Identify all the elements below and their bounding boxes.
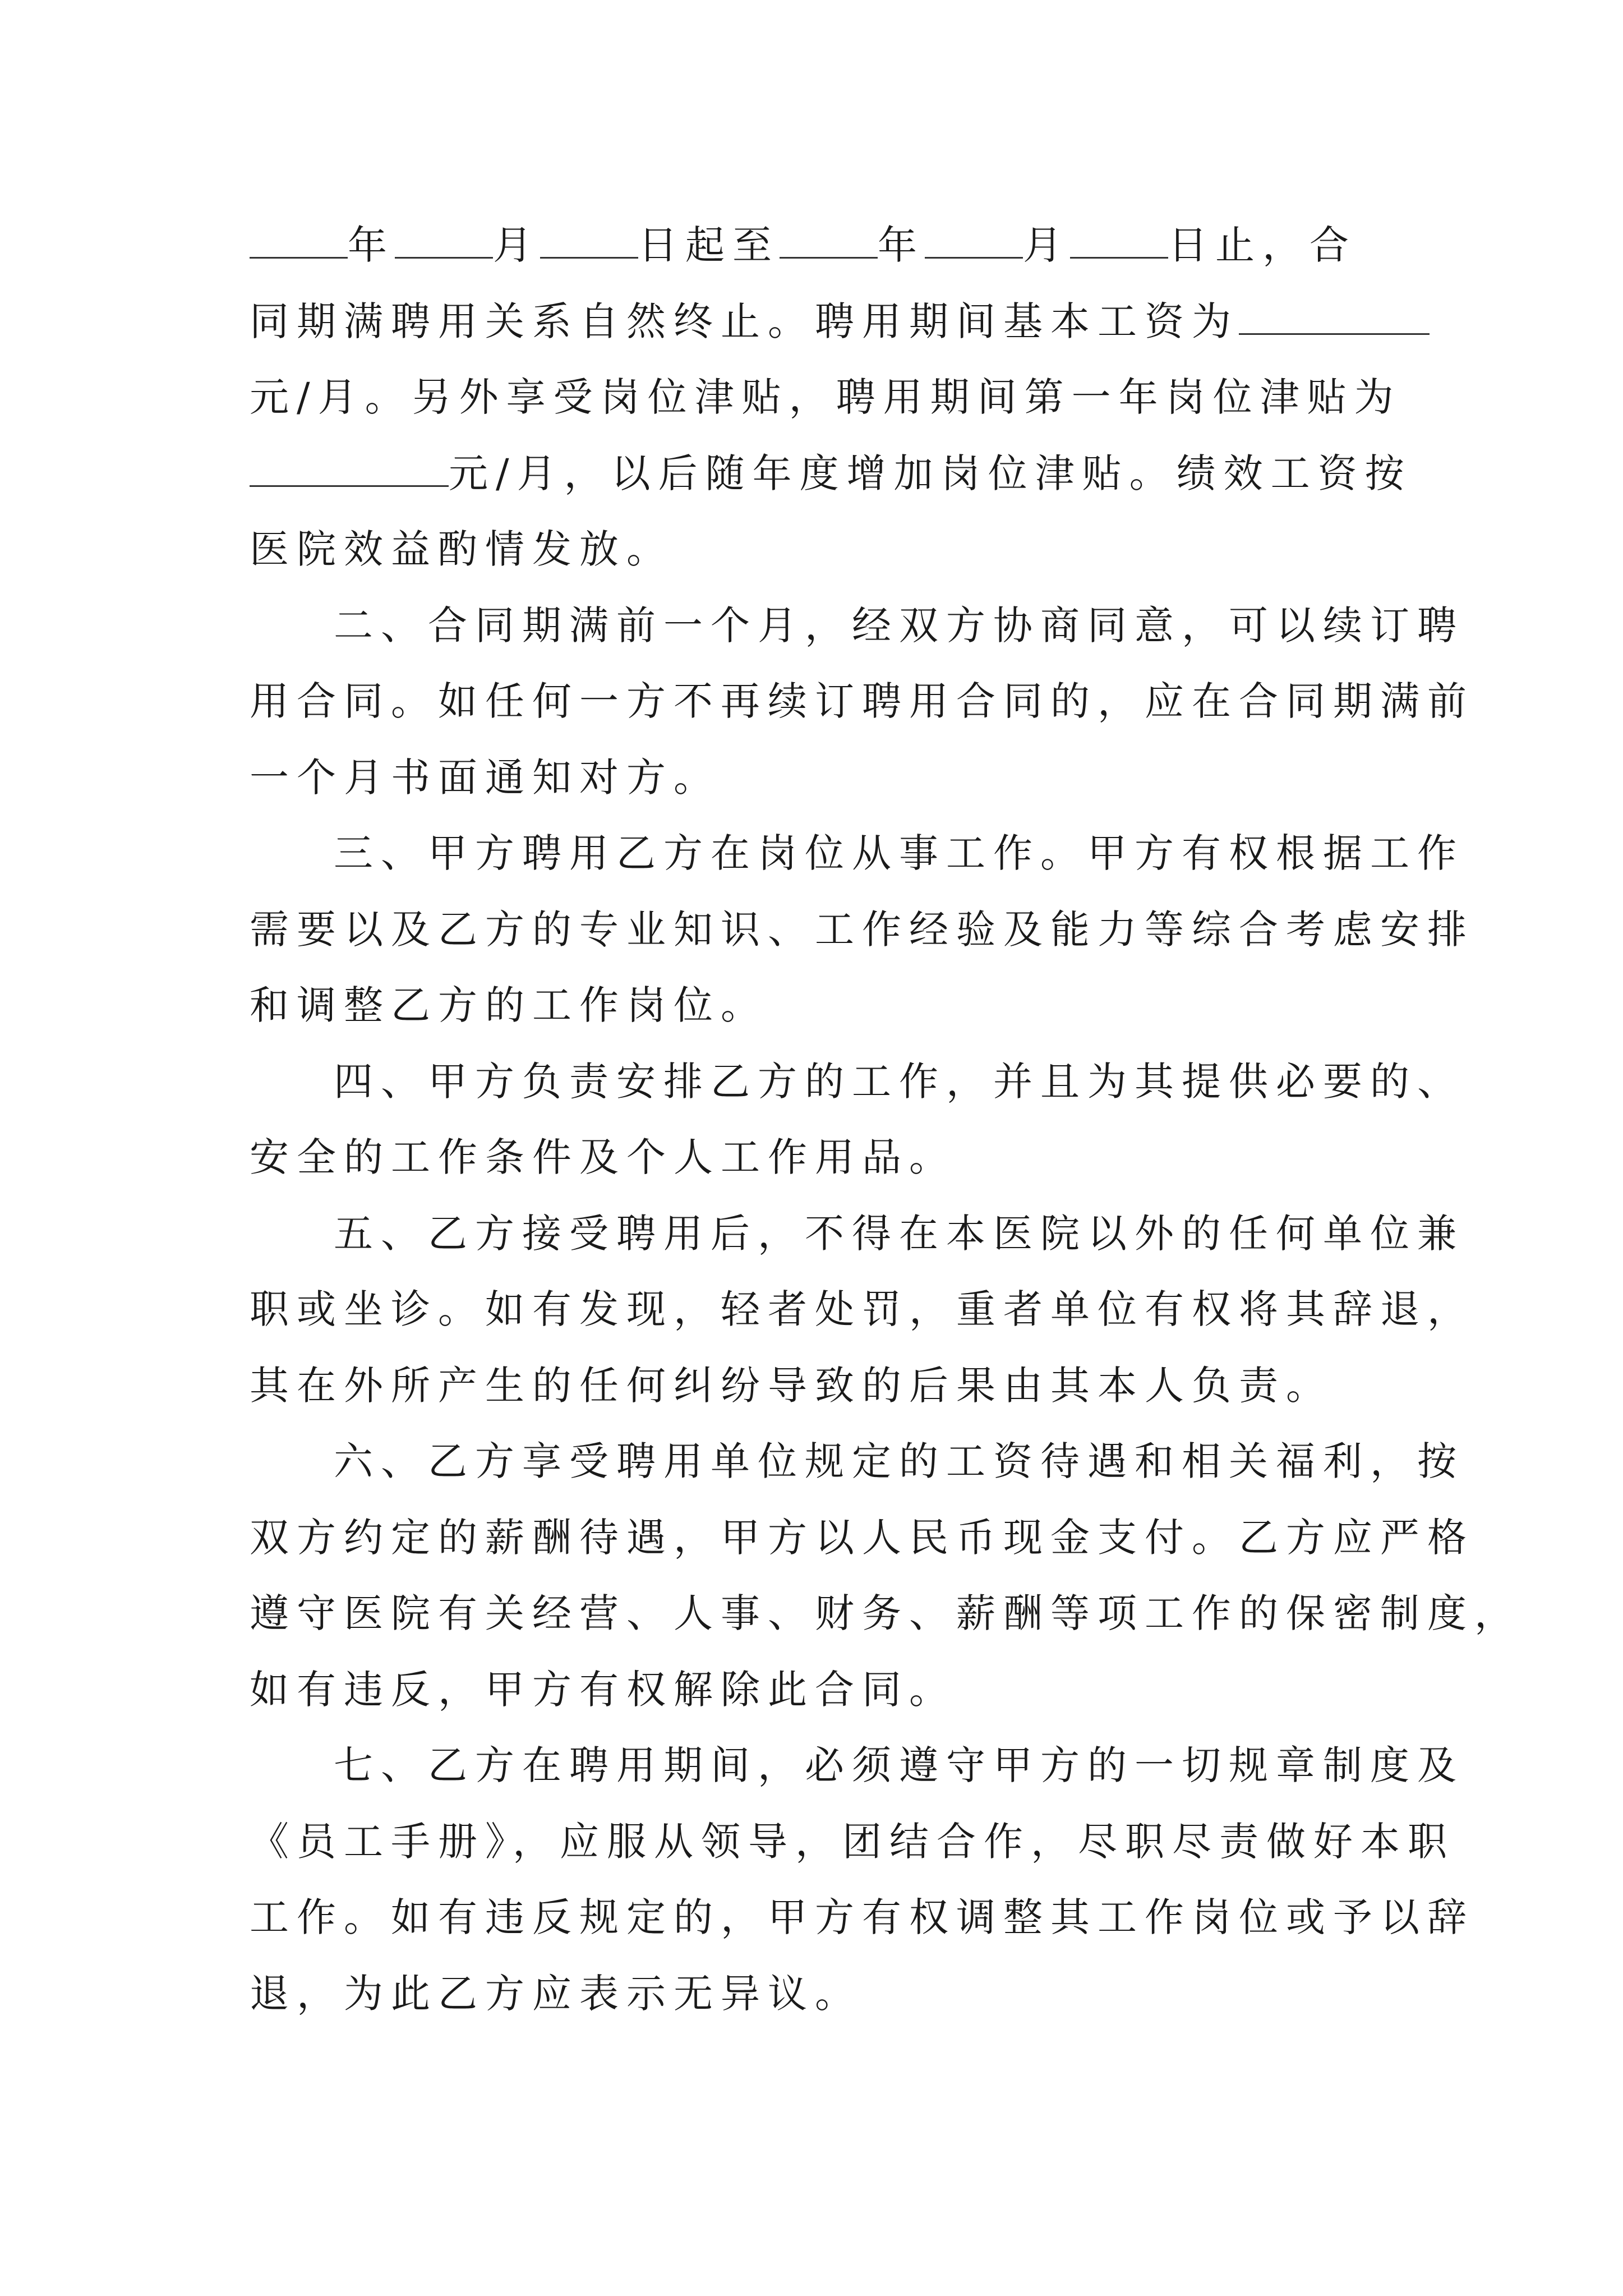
text-segment: 五、乙方接受聘用后，不得在本医院以外的任何单位兼 [334,1210,1464,1257]
paragraph-line [250,1804,1455,1880]
blank-field-end-day [1070,218,1168,259]
text-segment: 和调整乙方的工作岗位。 [250,982,768,1028]
text-segment: 用合同。如任何一方不再续订聘用合同的，应在合同期满前 [250,678,1474,724]
paragraph-line [250,664,1474,740]
text-line [250,360,1401,436]
text-segment: 年 [348,222,395,268]
text-segment: 元/月，以后随年度增加岗位津贴。绩效工资按 [449,450,1412,496]
blank-field-start-month [395,218,493,259]
paragraph-line [250,1272,1474,1348]
text-segment: 元/月。另外享受岗位津贴，聘用期间第一年岗位津贴为 [250,374,1401,420]
text-line [250,208,1394,284]
paragraph-line [250,1424,1464,1500]
text-segment: 遵守医院有关经营、人事、财务、薪酬等项工作的保密制度， [250,1590,1521,1636]
text-segment: 医院效益酌情发放。 [250,526,674,572]
paragraph-line [250,1044,1464,1120]
text-line [250,512,1394,588]
paragraph-line [250,1196,1464,1272]
blank-field-start-day [540,218,638,259]
paragraph-line [250,1652,1394,1728]
text-segment: 双方约定的薪酬待遇，甲方以人民币现金支付。乙方应严格 [250,1514,1474,1561]
paragraph-line [250,892,1474,968]
text-segment: 安全的工作条件及个人工作用品。 [250,1134,956,1180]
contract-body [250,208,1521,2032]
blank-field-allowance [250,446,449,487]
paragraph-line [250,1728,1464,1804]
text-segment: 月 [493,222,540,268]
text-segment: 需要以及乙方的专业知识、工作经验及能力等综合考虑安排 [250,906,1474,953]
paragraph-line [250,1880,1474,1956]
blank-field-base-salary [1239,294,1430,335]
paragraph-line [250,1576,1521,1652]
text-segment: 日起至 [638,222,780,268]
text-segment: 月 [1023,222,1070,268]
text-segment: 七、乙方在聘用期间，必须遵守甲方的一切规章制度及 [334,1742,1464,1788]
text-segment: 六、乙方享受聘用单位规定的工资待遇和相关福利，按 [334,1438,1464,1484]
text-segment: 如有违反，甲方有权解除此合同。 [250,1666,956,1713]
blank-field-end-month [925,218,1023,259]
text-segment: 日止，合 [1168,222,1357,268]
text-line [250,436,1412,512]
text-segment: 一个月书面通知对方。 [250,754,721,800]
paragraph-line [250,1348,1394,1424]
paragraph-line [250,968,1394,1044]
paragraph-line [250,740,1394,816]
text-segment: 四、甲方负责安排乙方的工作，并且为其提供必要的、 [334,1058,1464,1105]
paragraph-line [250,816,1464,892]
text-segment: 退，为此乙方应表示无异议。 [250,1970,862,2017]
blank-field-start-year [250,218,348,259]
blank-field-end-year [780,218,878,259]
text-segment: 职或坐诊。如有发现，轻者处罚，重者单位有权将其辞退， [250,1286,1474,1332]
text-segment: 二、合同期满前一个月，经双方协商同意，可以续订聘 [334,602,1464,648]
text-segment: 三、甲方聘用乙方在岗位从事工作。甲方有权根据工作 [334,830,1464,876]
text-segment: 工作。如有违反规定的，甲方有权调整其工作岗位或予以辞 [250,1894,1474,1940]
text-line [250,284,1394,360]
text-segment: 《员工手册》，应服从领导，团结合作，尽职尽责做好本职 [250,1818,1455,1865]
paragraph-line [250,588,1464,664]
paragraph-line [250,1120,1394,1196]
paragraph-line [250,1956,1394,2032]
text-segment: 同期满聘用关系自然终止。聘用期间基本工资为 [250,298,1239,344]
text-segment: 其在外所产生的任何纠纷导致的后果由其本人负责。 [250,1362,1333,1409]
text-segment: 年 [878,222,925,268]
paragraph-line [250,1500,1474,1576]
